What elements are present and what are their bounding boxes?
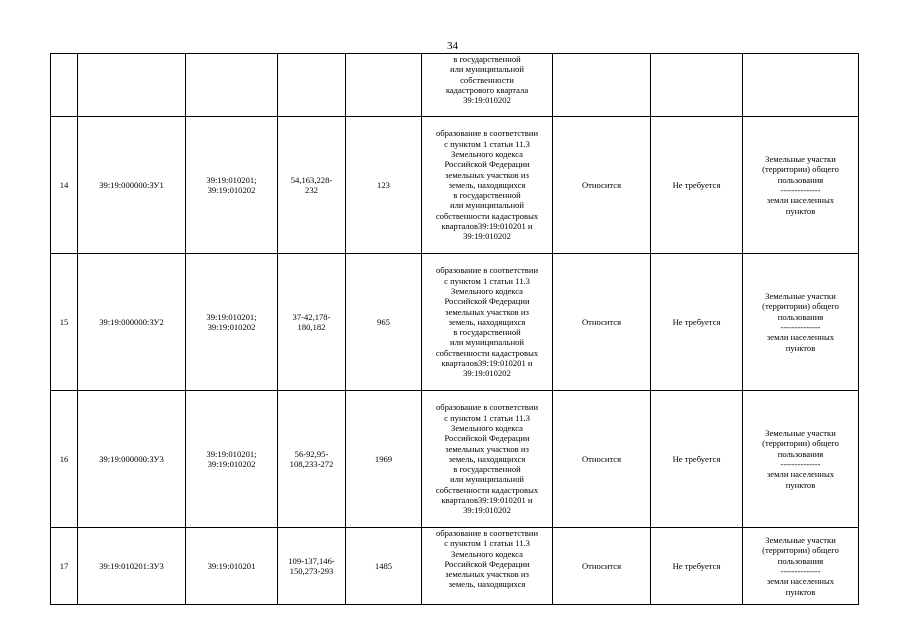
cell-relation: Относится bbox=[553, 391, 651, 528]
cell-purpose bbox=[422, 54, 553, 117]
purpose-line: Российской Федерации bbox=[444, 159, 530, 170]
category-line: Земельные участки bbox=[765, 535, 836, 546]
category-line: (территории) общего bbox=[762, 164, 839, 175]
cell-designation bbox=[78, 54, 186, 117]
purpose-line: Российской Федерации bbox=[444, 558, 530, 569]
cell-designation: 39:19:010201:ЗУ3 bbox=[78, 528, 186, 605]
table-row bbox=[51, 528, 859, 605]
cell-points bbox=[278, 54, 346, 117]
cell-designation: 39:19:000000:ЗУ2 bbox=[78, 254, 186, 391]
purpose-line: или муниципальной bbox=[450, 64, 524, 75]
purpose-line: собственности кадастровых bbox=[435, 347, 539, 358]
cell-requirement: Не требуется bbox=[651, 391, 743, 528]
purpose-line: 39:19:010202 bbox=[463, 95, 511, 106]
quarter-line: 39:19:010201; bbox=[206, 448, 257, 459]
category-line: пользования bbox=[777, 311, 824, 322]
category-line: (территории) общего bbox=[762, 438, 839, 449]
purpose-line: земель, находящихся bbox=[448, 179, 526, 190]
purpose-line: земель, находящихся bbox=[448, 316, 526, 327]
category-line: земли населенных bbox=[766, 576, 835, 587]
cell-quarters bbox=[186, 54, 278, 117]
cell-category bbox=[743, 254, 859, 391]
points-line: 37-42,178- bbox=[292, 311, 331, 322]
cell-relation: Относится bbox=[553, 117, 651, 254]
quarter-line: 39:19:010202 bbox=[207, 322, 256, 332]
cell-requirement bbox=[651, 54, 743, 117]
quarter-line: 39:19:010201; bbox=[206, 174, 257, 185]
cell-category bbox=[743, 391, 859, 528]
points-line: 54,163,228- bbox=[290, 174, 333, 185]
cell-area: 965 bbox=[346, 254, 422, 391]
purpose-line: собственности bbox=[460, 74, 514, 85]
category-line: земли населенных bbox=[766, 332, 835, 343]
cell-points bbox=[278, 391, 346, 528]
purpose-line: Земельного кодекса bbox=[451, 285, 523, 296]
page-number: 34 bbox=[447, 40, 458, 52]
cell-num bbox=[51, 54, 78, 117]
purpose-line: земель, находящихся bbox=[448, 453, 526, 464]
purpose-line: Российской Федерации bbox=[444, 296, 530, 307]
cell-designation: 39:19:000000:ЗУ3 bbox=[78, 391, 186, 528]
purpose-line: образование в соответствии bbox=[435, 265, 539, 276]
category-line: (территории) общего bbox=[762, 545, 839, 556]
cell-quarters bbox=[186, 117, 278, 254]
table-row bbox=[51, 117, 859, 254]
purpose-line: Земельного кодекса bbox=[451, 422, 523, 433]
purpose-line: земельных участков из bbox=[445, 443, 529, 454]
category-line: пользования bbox=[777, 555, 824, 566]
purpose-line: собственности кадастровых bbox=[435, 484, 539, 495]
purpose-line: с пунктом 1 статьи 11.3 bbox=[444, 138, 530, 149]
quarter-line: 39:19:010202 bbox=[207, 459, 256, 469]
cell-num: 15 bbox=[51, 254, 78, 391]
category-line: пунктов bbox=[785, 205, 816, 216]
purpose-line: земель, находящихся bbox=[448, 579, 526, 590]
cell-requirement: Не требуется bbox=[651, 528, 743, 605]
category-line: -------------- bbox=[780, 322, 821, 332]
purpose-line: образование в соответствии bbox=[435, 128, 539, 139]
cell-purpose bbox=[422, 254, 553, 391]
category-line: пунктов bbox=[785, 586, 816, 597]
cell-designation: 39:19:000000:ЗУ1 bbox=[78, 117, 186, 254]
purpose-line: или муниципальной bbox=[450, 200, 524, 211]
category-line: -------------- bbox=[780, 185, 821, 195]
purpose-line: или муниципальной bbox=[450, 337, 524, 348]
cell-requirement: Не требуется bbox=[651, 254, 743, 391]
category-line: пользования bbox=[777, 448, 824, 459]
cell-purpose bbox=[422, 528, 553, 605]
purpose-line: Земельного кодекса bbox=[451, 148, 523, 159]
cell-relation: Относится bbox=[553, 528, 651, 605]
quarter-line: 39:19:010201; bbox=[206, 311, 257, 322]
points-line: 150,273-293 bbox=[289, 566, 334, 576]
points-line: 56-92,95- bbox=[294, 448, 329, 459]
cell-purpose bbox=[422, 391, 553, 528]
cell-area: 1969 bbox=[346, 391, 422, 528]
category-line: пунктов bbox=[785, 479, 816, 490]
purpose-line: кварталов39:19:010201 и bbox=[441, 495, 533, 506]
purpose-line: Российской Федерации bbox=[444, 433, 530, 444]
cell-points bbox=[278, 254, 346, 391]
cell-area bbox=[346, 54, 422, 117]
purpose-line: или муниципальной bbox=[450, 474, 524, 485]
table-row bbox=[51, 391, 859, 528]
category-line: Земельные участки bbox=[765, 428, 836, 439]
cell-category bbox=[743, 54, 859, 117]
category-line: Земельные участки bbox=[765, 154, 836, 165]
purpose-line: земельных участков из bbox=[445, 569, 529, 580]
purpose-line: в государственной bbox=[453, 190, 521, 201]
purpose-line: образование в соответствии bbox=[435, 402, 539, 413]
category-line: земли населенных bbox=[766, 195, 835, 206]
purpose-line: 39:19:010202 bbox=[463, 505, 511, 516]
points-line: 180,182 bbox=[297, 322, 326, 332]
cell-category bbox=[743, 117, 859, 254]
category-line: земли населенных bbox=[766, 469, 835, 480]
category-line: -------------- bbox=[780, 566, 821, 576]
purpose-line: в государственной bbox=[453, 464, 521, 475]
cell-quarters bbox=[186, 391, 278, 528]
points-line: 232 bbox=[305, 185, 318, 195]
purpose-line: 39:19:010202 bbox=[463, 231, 511, 242]
cell-quarters bbox=[186, 254, 278, 391]
purpose-line: земельных участков из bbox=[445, 306, 529, 317]
cell-relation bbox=[553, 54, 651, 117]
cell-requirement: Не требуется bbox=[651, 117, 743, 254]
points-line: 108,233-272 bbox=[289, 459, 334, 469]
category-line: пунктов bbox=[785, 342, 816, 353]
purpose-line: земельных участков из bbox=[445, 169, 529, 180]
purpose-line: Земельного кодекса bbox=[451, 548, 523, 559]
category-line: (территории) общего bbox=[762, 301, 839, 312]
purpose-line: образование в соответствии bbox=[435, 528, 539, 538]
cell-category bbox=[743, 528, 859, 605]
purpose-line: в государственной bbox=[453, 54, 521, 64]
quarter-line: 39:19:010201 bbox=[207, 560, 256, 571]
cell-relation: Относится bbox=[553, 254, 651, 391]
purpose-line: с пунктом 1 статьи 11.3 bbox=[444, 412, 530, 423]
points-line: 109-137,146- bbox=[288, 555, 335, 566]
quarter-line: 39:19:010202 bbox=[207, 185, 256, 195]
cell-points bbox=[278, 117, 346, 254]
category-line: Земельные участки bbox=[765, 291, 836, 302]
cell-num: 16 bbox=[51, 391, 78, 528]
category-line: пользования bbox=[777, 174, 824, 185]
purpose-line: кварталов39:19:010201 и bbox=[441, 358, 533, 369]
category-line: -------------- bbox=[780, 459, 821, 469]
purpose-line: собственности кадастровых bbox=[435, 210, 539, 221]
purpose-line: с пунктом 1 статьи 11.3 bbox=[444, 275, 530, 286]
cell-purpose bbox=[422, 117, 553, 254]
cell-area: 123 bbox=[346, 117, 422, 254]
table-row-continuation bbox=[51, 54, 859, 117]
cell-area: 1485 bbox=[346, 528, 422, 605]
cell-num: 14 bbox=[51, 117, 78, 254]
purpose-line: в государственной bbox=[453, 327, 521, 338]
purpose-line: 39:19:010202 bbox=[463, 368, 511, 379]
purpose-line: с пунктом 1 статьи 11.3 bbox=[444, 538, 530, 549]
cell-quarters bbox=[186, 528, 278, 605]
purpose-line: кварталов39:19:010201 и bbox=[441, 221, 533, 232]
purpose-line: кадастрового квартала bbox=[445, 84, 529, 95]
cell-points bbox=[278, 528, 346, 605]
land-plots-table bbox=[50, 53, 859, 605]
table-row bbox=[51, 254, 859, 391]
cell-num: 17 bbox=[51, 528, 78, 605]
